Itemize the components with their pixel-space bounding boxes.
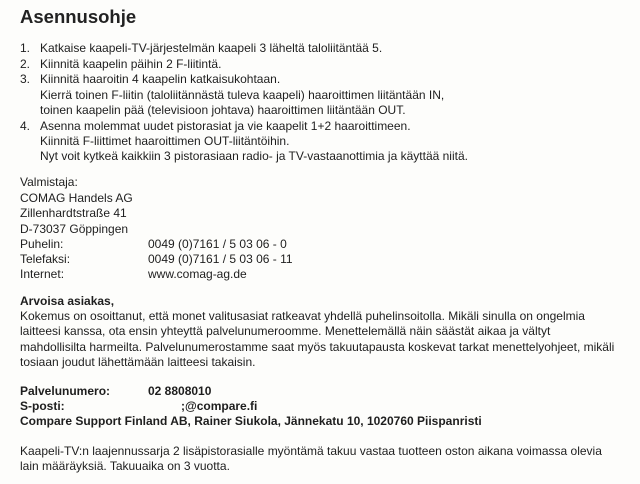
email-label: S-posti:	[20, 399, 65, 413]
phone-value: 0049 (0)7161 / 5 03 06 - 0	[148, 237, 287, 251]
phone-label: Puhelin:	[20, 237, 64, 251]
step-number: 4.	[20, 119, 31, 133]
notice-line: laitteesi kanssa, ota ensin yhteyttä palvelunumeroomme. Menettelemällä näin säästät aikaa ja vältyt	[20, 324, 551, 338]
internet-link[interactable]: www.comag-ag.de	[148, 267, 247, 281]
step-number: 1.	[20, 41, 31, 55]
email-value[interactable]: ;@compare.fi	[181, 399, 258, 413]
fax-value: 0049 (0)7161 / 5 03 06 - 11	[148, 252, 293, 266]
step-text: Kiinnitä F-liittimet haaroittimen OUT-liitäntöihin.	[40, 134, 290, 148]
support-address: Compare Support Finland AB, Rainer Siukola, Jännekatu 10, 1020760 Piispanristi	[20, 414, 482, 428]
greeting: Arvoisa asiakas,	[20, 294, 115, 308]
step-text: Kierrä toinen F-liitin (taloliitännästä tuleva kaapeli) haaroittimen liitäntään IN,	[40, 88, 445, 102]
step-number: 3.	[20, 72, 31, 86]
warranty-line: lain määräyksiä. Takuuaika on 3 vuotta.	[20, 459, 230, 473]
notice-line: mahdollisilta harmeilta. Palvelunumerostamme saat myös takuutapausta koskevat tarkat menettelyohjeet, mikäli	[20, 340, 615, 354]
manufacturer-label: Valmistaja:	[20, 175, 78, 189]
manufacturer-name: COMAG Handels AG	[20, 191, 133, 205]
step-text: toinen kaapelin pää (televisioon johtava) haaroittimen liitäntään OUT.	[40, 103, 406, 117]
step-number: 2.	[20, 57, 31, 71]
fax-label: Telefaksi:	[20, 252, 71, 266]
notice-line: tosiaan joudut lähettämään laitteesi takaisin.	[20, 355, 256, 369]
step-text: Kiinnitä kaapelin päihin 2 F-liitintä.	[40, 57, 222, 71]
service-label: Palvelunumero:	[20, 384, 111, 398]
step-text: Kiinnitä haaroitin 4 kaapelin katkaisukohtaan.	[40, 72, 281, 86]
step-text: Katkaise kaapeli-TV-järjestelmän kaapeli 3 läheltä taloliitäntää 5.	[40, 41, 383, 55]
warranty-line: Kaapeli-TV:n laajennussarja 2 lisäpistorasialle myöntämä takuu vastaa tuotteen oston aikana voimassa olevia	[20, 444, 602, 458]
manufacturer-city: D-73037 Göppingen	[20, 222, 129, 236]
notice-line: Kokemus on osoittanut, että monet valitusasiat ratkeavat yhdellä puhelinsoitolla. Mikäli sinulla on ongelmia	[20, 309, 585, 323]
internet-label: Internet:	[20, 267, 65, 281]
manufacturer-street: Zillenhardtstraße 41	[20, 206, 127, 220]
step-text: Nyt voit kytkeä kaikkiin 3 pistorasiaan radio- ja TV-vastaanottimia ja käyttää niitä.	[40, 149, 468, 163]
page-title: Asennusohje	[20, 6, 137, 27]
service-number: 02 8808010	[148, 384, 212, 398]
step-text: Asenna molemmat uudet pistorasiat ja vie kaapelit 1+2 haaroittimeen.	[40, 119, 411, 133]
